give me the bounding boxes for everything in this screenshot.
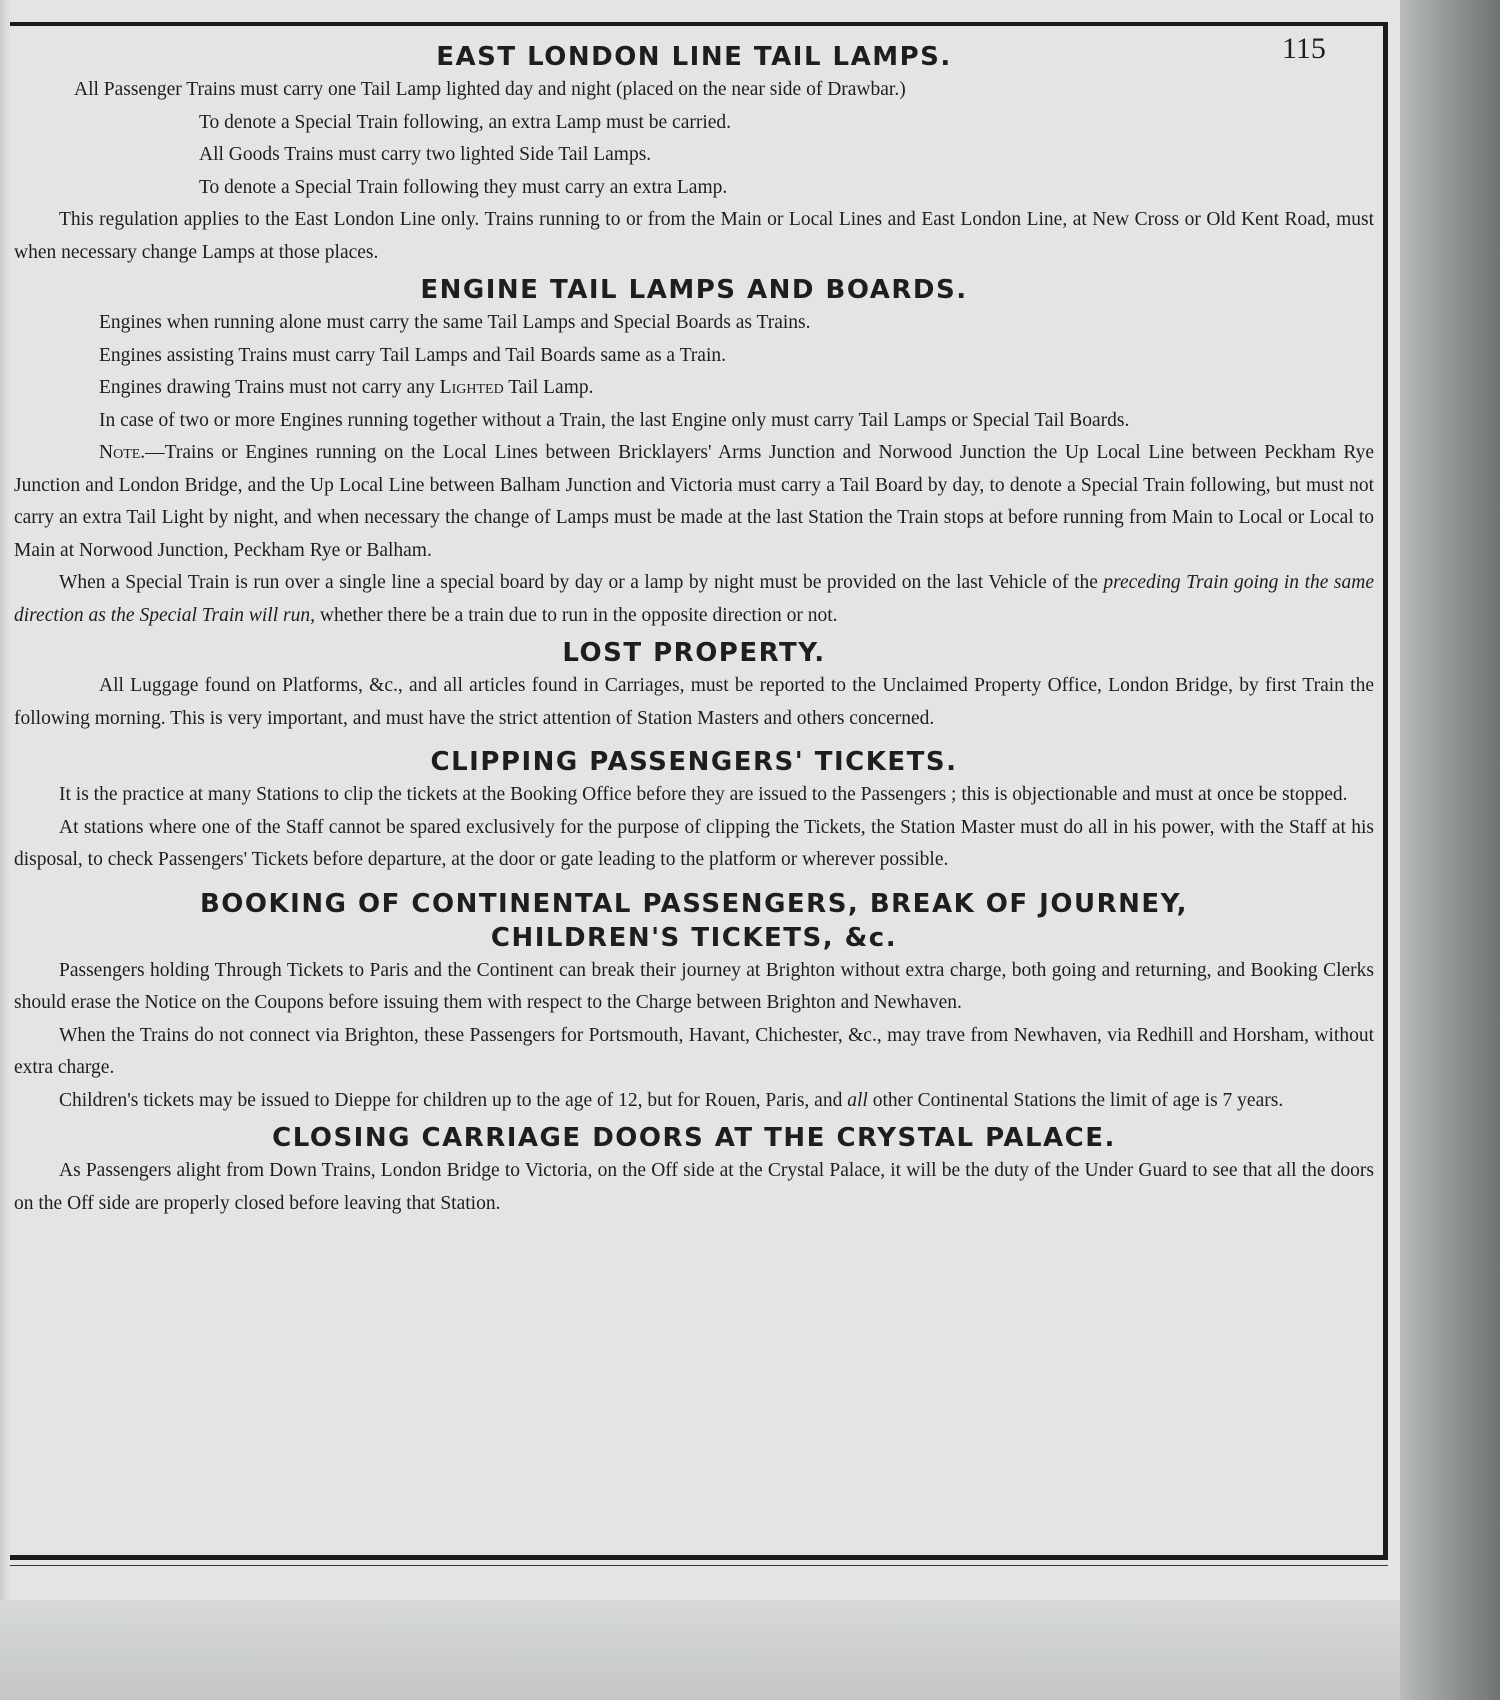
- paragraph: [14, 372, 1374, 405]
- paragraph: Engines when running alone must carry the same Tail Lamps and Special Boards as Trains.: [99, 312, 811, 333]
- paragraph-text: Children's tickets may be issued to Dieppe for children up to the age of 12, but for Rouen, Paris, and: [59, 1089, 843, 1111]
- paragraph: [14, 567, 1374, 632]
- page-gutter: [0, 0, 10, 1700]
- tail-lamp-text: Tail Lamp.: [508, 377, 594, 398]
- note-dash: —: [145, 442, 165, 463]
- italic-phrase: preceding Train going in the same direction as the Special Train will run,: [14, 572, 1374, 626]
- paragraph: In case of two or more Engines running together without a Train, the last Engine only must carry Tail Lamps or Special Tail Boards.: [99, 409, 1130, 431]
- paragraph-text: whether there be a train due to run in the opposite direction or not.: [319, 604, 838, 626]
- page-number: 115: [1282, 32, 1326, 65]
- paragraph: When the Trains do not connect via Brighton, these Passengers for Portsmouth, Havant, Chichester, &c., may trave from Newhaven, via Redhill and Horsham, without extra charge.: [14, 1024, 1374, 1078]
- heading-booking-continental-line1: BOOKING OF CONTINENTAL PASSENGERS, BREAK OF JOURNEY,: [199, 888, 1189, 919]
- heading-booking-continental-line2: CHILDREN'S TICKETS, &c.: [490, 922, 898, 953]
- page-bottom-margin: [0, 1600, 1440, 1700]
- paragraph: All Luggage found on Platforms, &c., and all articles found in Carriages, must be reported to the Unclaimed Property Office, London Bridge, by first Train the following morning. This is very important, and must have the strict attention of Station Masters and others concerned.: [14, 675, 1374, 729]
- heading-closing-carriage-doors: CLOSING CARRIAGE DOORS AT THE CRYSTAL PALACE.: [272, 1123, 1116, 1153]
- heading-east-london-line-tail-lamps: EAST LONDON LINE TAIL LAMPS.: [436, 42, 952, 72]
- paragraph: Engines assisting Trains must carry Tail Lamps and Tail Boards same as a Train.: [99, 344, 726, 366]
- lighted-word: Lighted: [439, 377, 504, 398]
- italic-all: all: [847, 1089, 868, 1111]
- paragraph: To denote a Special Train following they must carry an extra Lamp.: [199, 176, 728, 198]
- paragraph: As Passengers alight from Down Trains, London Bridge to Victoria, on the Off side at the Crystal Palace, it will be the duty of the Under Guard to see that all the doors on the Off side are properly closed before leaving that Station.: [14, 1160, 1374, 1214]
- heading-engine-tail-lamps-and-boards: ENGINE TAIL LAMPS AND BOARDS.: [420, 275, 968, 305]
- note-paragraph: [14, 437, 1374, 567]
- paragraph-text: other Continental Stations the limit of age is 7 years.: [872, 1089, 1284, 1111]
- note-text: Trains or Engines running on the Local Lines between Bricklayers' Arms Junction and Norwood Junction the Up Local Line between Peckham Rye Junction and London Bridge, and the Up Local Line between Balham Junction and Victoria must carry a Tail Board by day, to denote a Special Train following, but must not carry an extra Tail Light by night, and when necessary the change of Lamps must be made at the last Station the Train stops at before running from Main to Local or Local to Main at Norwood Junction, Peckham Rye or Balham.: [14, 442, 1374, 561]
- paragraph-text: When a Special Train is run over a single line a special board by day or a lamp by night must be provided on the last Vehicle of the: [59, 572, 1098, 593]
- heading-clipping-passengers-tickets: CLIPPING PASSENGERS' TICKETS.: [430, 747, 958, 777]
- paragraph-text: Engines drawing Trains must not carry any: [99, 377, 435, 398]
- paragraph: [14, 1085, 1374, 1118]
- paragraph: It is the practice at many Stations to clip the tickets at the Booking Office before they are issued to the Passengers ; this is objectionable and must at once be stopped.: [59, 784, 1348, 805]
- page-edge-shadow: [1400, 0, 1500, 1700]
- paragraph: To denote a Special Train following, an extra Lamp must be carried.: [199, 111, 732, 133]
- page-content: [14, 40, 1374, 1220]
- note-label: Note.: [99, 442, 146, 463]
- page-border-rule: [10, 1565, 1388, 1567]
- paragraph: This regulation applies to the East London Line only. Trains running to or from the Main or Local Lines and East London Line, at New Cross or Old Kent Road, must when necessary change Lamps at those places.: [14, 209, 1374, 263]
- paragraph: Passengers holding Through Tickets to Paris and the Continent can break their journey at Brighton without extra charge, both going and returning, and Booking Clerks should erase the Notice on the Coupons before issuing them with respect to the Charge between Brighton and Newhaven.: [14, 959, 1374, 1013]
- heading-lost-property: LOST PROPERTY.: [562, 638, 826, 668]
- paragraph: All Goods Trains must carry two lighted Side Tail Lamps.: [199, 144, 652, 165]
- paragraph: At stations where one of the Staff cannot be spared exclusively for the purpose of clipping the Tickets, the Station Master must do all in his power, with the Staff at his disposal, to check Passengers' Tickets before departure, at the door or gate leading to the platform or wherever possible.: [14, 816, 1374, 870]
- paragraph: All Passenger Trains must carry one Tail Lamp lighted day and night (placed on the near side of Drawbar.): [74, 79, 906, 100]
